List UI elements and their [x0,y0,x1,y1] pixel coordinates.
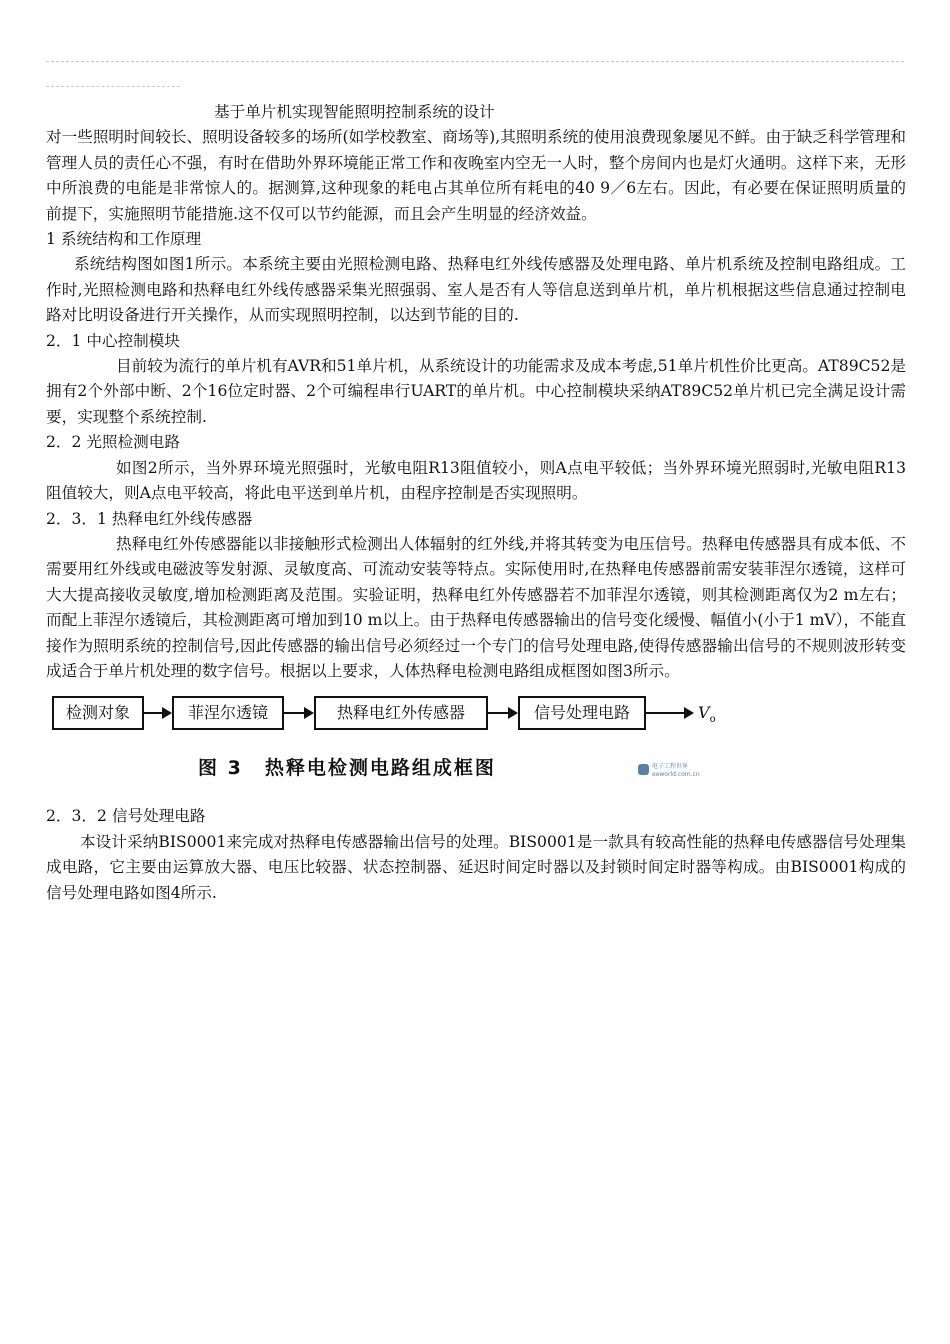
section-2-2-heading: 2．2 光照检测电路 [46,433,180,452]
block-pyroelectric-sensor: 热释电红外传感器 [314,696,488,730]
section-1-heading: 1 系统结构和工作原理 [46,230,202,249]
document-body [46,100,906,906]
eeworld-watermark: 电子工程世界 eeworld.com.cn [638,762,700,780]
section-2-3-2-heading: 2．3．2 信号处理电路 [46,807,206,826]
arrow-right-icon [488,712,516,714]
section-2-1-paragraph: 目前较为流行的单片机有AVR和51单片机，从系统设计的功能需求及成本考虑,51单片机性价比更高。AT89C52是拥有2个外部中断、2个16位定时器、2个可编程串行UART的单片机。中心控制模块采纳AT89C52单片机已完全满足设计需要，实现整个系统控制. [46,357,906,426]
intro-paragraph: 对一些照明时间较长、照明设备较多的场所(如学校教室、商场等),其照明系统的使用浪费现象屡见不鲜。由于缺乏科学管理和管理人员的责任心不强，有时在借助外界环境能正常工作和夜晚室内空无一人时，整个房间内也是灯火通明。这样下来，无形中所浪费的电能是非常惊人的。据测算,这种现象的耗电占其单位所有耗电的40 9／6左右。因此，有必要在保证照明质量的前提下，实施照明节能措施.这不仅可以节约能源，而且会产生明显的经济效益。 [46,128,906,223]
eeworld-logo-icon [638,764,649,775]
header-rule-short [46,86,180,87]
block-signal-processing: 信号处理电路 [518,696,646,730]
arrow-right-icon [284,712,312,714]
section-2-3-1-heading: 2．3．1 热释电红外线传感器 [46,509,253,528]
section-2-2-paragraph: 如图2所示，当外界环境光照强时，光敏电阻R13阻值较小，则A点电平较低；当外界环境光照弱时,光敏电阻R13阻值较大，则A点电平较高，将此电平送到单片机，由程序控制是否实现照明。 [46,458,906,503]
section-2-1-heading: 2．1 中心控制模块 [46,331,180,350]
section-1-paragraph: 系统结构图如图1所示。本系统主要由光照检测电路、热释电红外线传感器及处理电路、单片机系统及控制电路组成。工作时,光照检测电路和热释电红外线传感器采集光照强弱、室人是否有人等信息送到单片机，单片机根据这些信息通过控制电路对比明设备进行开关操作，从而实现照明控制，以达到节能的目的. [46,255,906,325]
arrow-right-icon [144,712,170,714]
header-rule [46,61,904,62]
output-voltage-label: $V_o$ [698,703,716,726]
block-fresnel-lens: 菲涅尔透镜 [172,696,284,730]
section-2-3-1-paragraph: 热释电红外传感器能以非接触形式检测出人体辐射的红外线,并将其转变为电压信号。热释电传感器具有成本低、不需要用红外线或电磁波等发射源、灵敏度高、可流动安装等特点。实际使用时,在热释电传感器前需安装菲涅尔透镜，这样可大大提高接收灵敏度,增加检测距离及范围。实验证明，热释电红外传感器若不加菲涅尔透镜，则其检测距离仅为2 m左右；而配上菲涅尔透镜后，其检测距离可增加到10 m以上。由于热释电传感器输出的信号变化缓慢、幅值小(小于1 mV），不能直接作为照明系统的控制信号,因此传感器的输出信号必须经过一个专门的信号处理电路,使得传感器输出信号的不规则波形转变成适合于单片机处理的数字信号。根据以上要求，人体热释电检测电路组成框图如图3所示。 [46,534,906,680]
section-2-3-2-paragraph: 本设计采纳BIS0001来完成对热释电传感器输出信号的处理。BIS0001是一款具有较高性能的热释电传感器信号处理集成电路，它主要由运算放大器、电压比较器、状态控制器、延迟时间定时器以及封锁时间定时器等构成。由BIS0001构成的信号处理电路如图4所示. [46,832,906,902]
document-title: 基于单片机实现智能照明控制系统的设计 [214,103,495,121]
block-detect-object: 检测对象 [52,696,144,730]
figure-3-block-diagram [46,690,906,800]
arrow-right-icon [646,712,692,714]
figure-3-caption: 图 3 热释电检测电路组成框图 [198,757,496,780]
